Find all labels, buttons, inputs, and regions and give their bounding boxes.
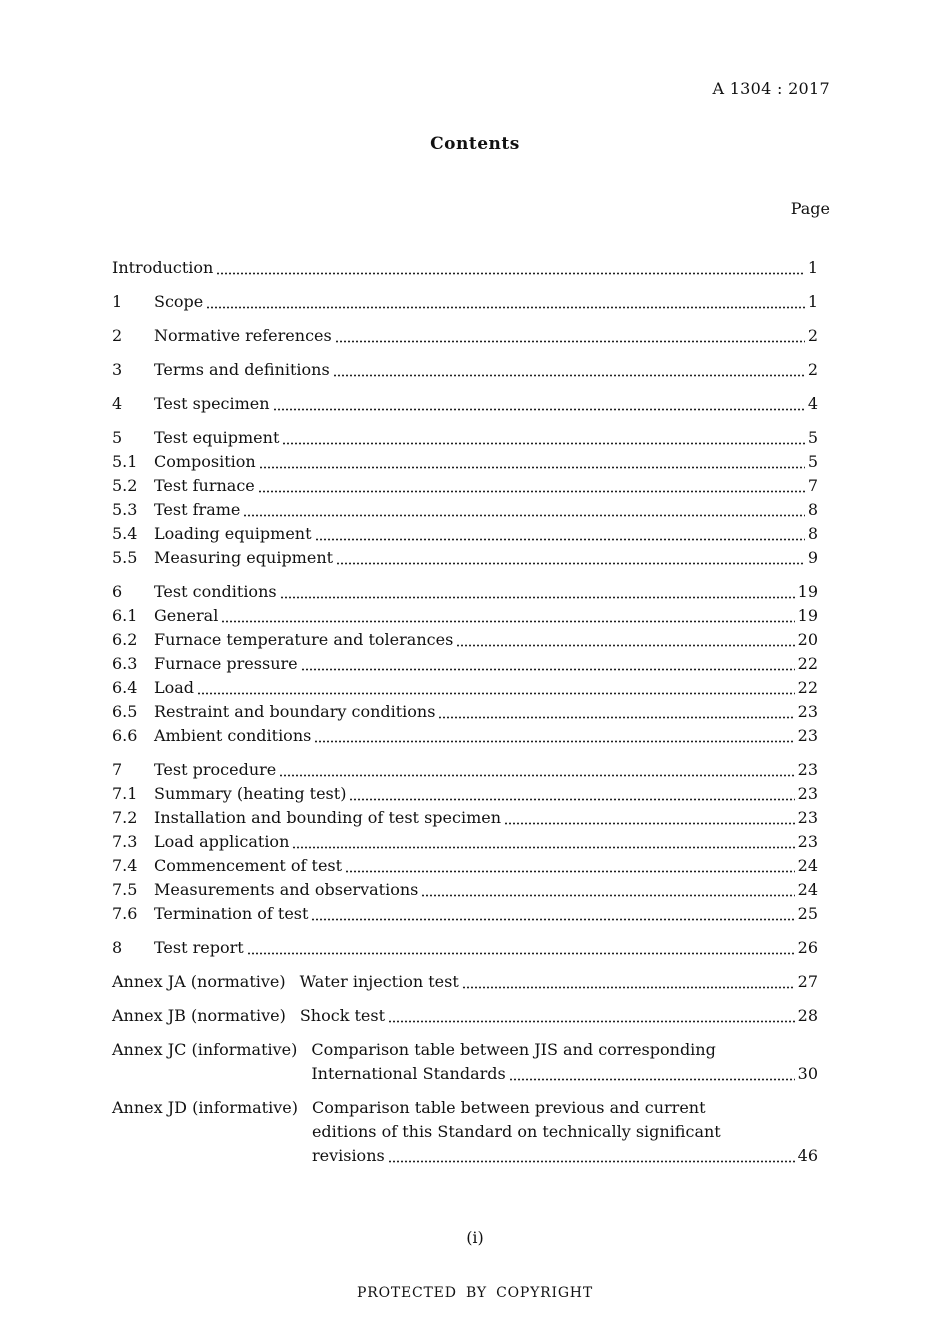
toc-entry-number: 6.3 (112, 654, 138, 673)
toc-entry[interactable] (112, 628, 818, 652)
toc-entry-page: 19 (797, 606, 818, 625)
dot-leader (280, 596, 795, 599)
toc-entry-page: 9 (807, 548, 818, 567)
dot-leader (301, 668, 795, 671)
dot-leader (292, 846, 794, 849)
toc-entry-page: 1 (807, 258, 818, 277)
table-of-contents (112, 256, 818, 1178)
toc-entry[interactable] (112, 498, 818, 522)
toc-entry-page: 23 (797, 702, 818, 721)
toc-group (112, 936, 818, 960)
toc-entry[interactable] (112, 878, 818, 902)
toc-annex-entry[interactable] (112, 1096, 818, 1168)
toc-entry-title: Test report (154, 938, 244, 957)
toc-entry-number: 6.1 (112, 606, 138, 625)
toc-entry-page: 8 (807, 500, 818, 519)
annex-title: editions of this Standard on technically significant (311, 1122, 721, 1141)
toc-entry-number: 7.2 (112, 808, 138, 827)
toc-annex-entry[interactable] (112, 1038, 818, 1086)
toc-group (112, 324, 818, 348)
annex-title-line (300, 1004, 818, 1028)
toc-entry[interactable] (112, 700, 818, 724)
toc-entry-title: Normative references (154, 326, 332, 345)
dot-leader (349, 798, 794, 801)
dot-leader (243, 514, 804, 517)
dot-leader (333, 374, 805, 377)
toc-entry-title: Test conditions (154, 582, 277, 601)
dot-leader (258, 490, 805, 493)
toc-entry-page: 24 (797, 880, 818, 899)
dot-leader (273, 408, 805, 411)
toc-entry-number: 7.4 (112, 856, 138, 875)
toc-entry-number: 2 (112, 326, 123, 345)
annex-title: International Standards (311, 1064, 506, 1083)
toc-entry[interactable] (112, 676, 818, 700)
toc-entry-number: 7 (112, 760, 123, 779)
toc-entry-title: Test furnace (154, 476, 255, 495)
toc-entry-title: Test frame (154, 500, 241, 519)
toc-entry[interactable] (112, 474, 818, 498)
toc-entry-title: General (154, 606, 219, 625)
dot-leader (314, 740, 794, 743)
page-column-label: Page (790, 199, 830, 218)
toc-entry-number: 8 (112, 938, 123, 957)
toc-entry-page: 23 (797, 832, 818, 851)
toc-entry-page: 26 (797, 938, 818, 957)
toc-entry-page: 23 (797, 726, 818, 745)
dot-leader (421, 894, 794, 897)
toc-entry-number: 1 (112, 292, 123, 311)
toc-entry-page: 25 (797, 904, 818, 923)
toc-entry[interactable] (112, 392, 818, 416)
toc-group (112, 290, 818, 314)
annex-title-line (311, 1062, 818, 1086)
toc-entry[interactable] (112, 358, 818, 382)
toc-entry[interactable] (112, 652, 818, 676)
dot-leader (504, 822, 795, 825)
toc-entry-number: 5 (112, 428, 123, 447)
toc-entry[interactable] (112, 580, 818, 604)
dot-leader (206, 306, 805, 309)
toc-entry-title: Terms and definitions (154, 360, 330, 379)
annex-title: Comparison table between JIS and corresponding (311, 1040, 716, 1059)
toc-group (112, 580, 818, 748)
toc-entry-page: 23 (797, 760, 818, 779)
toc-entry[interactable] (112, 604, 818, 628)
toc-annexes (112, 970, 818, 1168)
annex-title: revisions (311, 1146, 385, 1165)
toc-entry-number: 7.3 (112, 832, 138, 851)
toc-entry-page: 2 (807, 326, 818, 345)
annex-title-block (300, 970, 818, 994)
toc-entry-title: Restraint and boundary conditions (154, 702, 436, 721)
annex-page: 30 (797, 1064, 818, 1083)
toc-entry-number: 7.6 (112, 904, 138, 923)
annex-title: Comparison table between previous and current (311, 1098, 706, 1117)
toc-group (112, 426, 818, 570)
toc-entry-page: 20 (797, 630, 818, 649)
toc-entry-page: 4 (807, 394, 818, 413)
toc-entry-number: 3 (112, 360, 123, 379)
dot-leader (509, 1078, 795, 1081)
toc-entry-page: 2 (807, 360, 818, 379)
toc-entry-title: Furnace temperature and tolerances (154, 630, 454, 649)
toc-entry-page: 5 (807, 428, 818, 447)
dot-leader (279, 774, 794, 777)
toc-entry[interactable] (112, 806, 818, 830)
dot-leader (345, 870, 795, 873)
annex-label: Annex JB (normative) (112, 1006, 286, 1025)
dot-leader (216, 272, 804, 275)
annex-title: Water injection test (299, 972, 459, 991)
toc-entry[interactable] (112, 902, 818, 926)
toc-entry-title: Measuring equipment (154, 548, 334, 567)
dot-leader (438, 716, 794, 719)
toc-entry[interactable] (112, 324, 818, 348)
toc-entry[interactable] (112, 758, 818, 782)
toc-group (112, 358, 818, 382)
toc-entry[interactable] (112, 782, 818, 806)
toc-entry-page: 24 (797, 856, 818, 875)
toc-annex-entry[interactable] (112, 1004, 818, 1028)
toc-entry-page: 19 (797, 582, 818, 601)
toc-entry-title: Composition (154, 452, 256, 471)
toc-entry-number: 6.4 (112, 678, 138, 697)
annex-title-block (300, 1004, 818, 1028)
toc-entry-number: 6.2 (112, 630, 138, 649)
toc-entry[interactable] (112, 546, 818, 570)
annex-page: 27 (797, 972, 818, 991)
dot-leader (335, 340, 805, 343)
annex-label: Annex JD (informative) (112, 1098, 298, 1117)
toc-entry-page: 22 (797, 678, 818, 697)
toc-entry-page: 8 (807, 524, 818, 543)
toc-entry-title: Test specimen (154, 394, 270, 413)
toc-entry-number: 6.5 (112, 702, 138, 721)
dot-leader (247, 952, 795, 955)
page-number: (i) (466, 1228, 484, 1247)
toc-group (112, 392, 818, 416)
toc-entry-number: 6.6 (112, 726, 138, 745)
annex-title-line (312, 1144, 818, 1168)
annex-page: 28 (797, 1006, 818, 1025)
toc-entry-title: Scope (154, 292, 204, 311)
toc-entry-number: 7.5 (112, 880, 138, 899)
toc-entry-title: Introduction (112, 258, 214, 277)
dot-leader (221, 620, 794, 623)
toc-group (112, 758, 818, 926)
toc-entry-title: Loading equipment (154, 524, 312, 543)
toc-sections (112, 256, 818, 960)
dot-leader (259, 466, 805, 469)
toc-entry-title: Load application (154, 832, 290, 851)
annex-label: Annex JC (informative) (112, 1040, 298, 1059)
toc-entry-title: Ambient conditions (154, 726, 312, 745)
dot-leader (388, 1160, 795, 1163)
toc-entry-number: 4 (112, 394, 123, 413)
toc-entry-number: 5.2 (112, 476, 138, 495)
toc-entry-title: Load (154, 678, 195, 697)
toc-entry-title: Furnace pressure (154, 654, 298, 673)
toc-entry[interactable] (112, 830, 818, 854)
toc-entry-title: Summary (heating test) (154, 784, 347, 803)
toc-group (112, 256, 818, 280)
dot-leader (462, 986, 795, 989)
toc-entry-number: 5.4 (112, 524, 138, 543)
toc-entry-number: 6 (112, 582, 123, 601)
toc-entry[interactable] (112, 290, 818, 314)
page-title: Contents (430, 134, 520, 154)
annex-label: Annex JA (normative) (112, 972, 286, 991)
toc-entry[interactable] (112, 426, 818, 450)
annex-page: 46 (797, 1146, 818, 1165)
toc-entry-page: 7 (807, 476, 818, 495)
dot-leader (197, 692, 795, 695)
toc-entry[interactable] (112, 256, 818, 280)
annex-title-line (300, 970, 818, 994)
toc-entry-title: Installation and bounding of test specimen (154, 808, 502, 827)
toc-entry[interactable] (112, 522, 818, 546)
annex-title-block (311, 1038, 818, 1086)
toc-entry[interactable] (112, 450, 818, 474)
dot-leader (456, 644, 794, 647)
standard-id: A 1304 : 2017 (712, 79, 830, 98)
toc-entry-number: 7.1 (112, 784, 138, 803)
toc-entry-page: 22 (797, 654, 818, 673)
toc-entry-title: Test procedure (154, 760, 277, 779)
toc-entry-title: Measurements and observations (154, 880, 419, 899)
dot-leader (315, 538, 805, 541)
dot-leader (336, 562, 805, 565)
dot-leader (311, 918, 794, 921)
toc-entry-title: Commencement of test (154, 856, 343, 875)
toc-entry-title: Test equipment (154, 428, 280, 447)
toc-entry-page: 23 (797, 808, 818, 827)
toc-entry[interactable] (112, 936, 818, 960)
toc-entry-number: 5.3 (112, 500, 138, 519)
dot-leader (388, 1020, 795, 1023)
dot-leader (282, 442, 804, 445)
toc-entry[interactable] (112, 854, 818, 878)
copyright-notice: PROTECTED BY COPYRIGHT (357, 1285, 593, 1301)
toc-entry-number: 5.5 (112, 548, 138, 567)
toc-annex-entry[interactable] (112, 970, 818, 994)
toc-entry-page: 5 (807, 452, 818, 471)
toc-entry-title: Termination of test (154, 904, 309, 923)
toc-entry[interactable] (112, 724, 818, 748)
toc-entry-page: 1 (807, 292, 818, 311)
annex-title-block (312, 1096, 818, 1168)
toc-entry-number: 5.1 (112, 452, 138, 471)
annex-title: Shock test (299, 1006, 386, 1025)
toc-entry-page: 23 (797, 784, 818, 803)
